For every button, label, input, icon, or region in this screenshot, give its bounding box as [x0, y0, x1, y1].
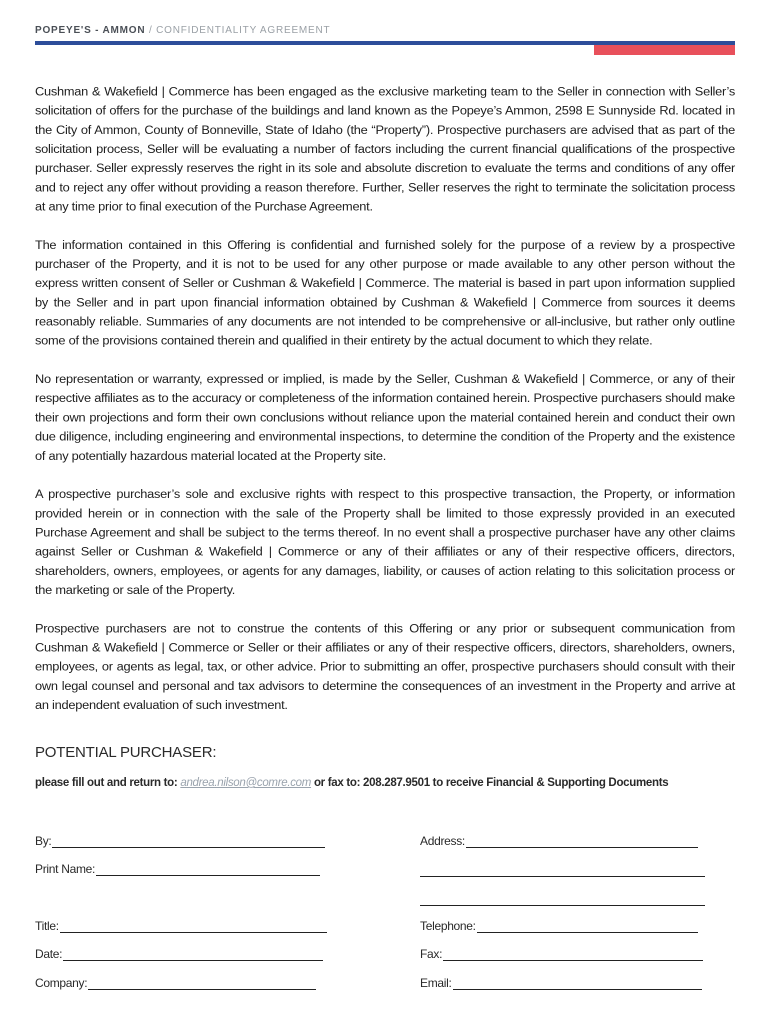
telephone-input-line[interactable]: [477, 920, 698, 933]
return-instructions: [35, 777, 668, 789]
address-input-line[interactable]: [466, 835, 698, 848]
telephone-field[interactable]: [420, 919, 698, 933]
document-header: [35, 25, 330, 36]
by-input-line[interactable]: [52, 835, 325, 848]
header-rule-red: [594, 45, 735, 55]
telephone-label: Telephone:: [420, 919, 476, 933]
agreement-body: [35, 82, 735, 734]
paragraph-4: A prospective purchaser’s sole and exclusive rights with respect to this prospective transaction, the Property, or information provided herein or in connection with the sale of the Property shall be limited to those expressly provided in an executed Purchase Agreement and shall be subject to the terms thereof. In no event shall a prospective purchaser have any other claims against Seller or Cushman & Wakefield | Commerce or any of their affiliates or any of their respective officers, directors, shareholders, owners, employees, or agents for any damages, liability, or causes of action relating to this solicitation process or the marketing or sale of the Property.: [35, 486, 735, 597]
paragraph-1: Cushman & Wakefield | Commerce has been engaged as the exclusive marketing team to the Seller in connection with Seller’s solicitation of offers for the purchase of the buildings and land known as the Popeye’s Ammon, 2598 E Sunnyside Rd. located in the City of Ammon, County of Bonneville, State of Idaho (the “Property”). Prospective purchasers are advised that as part of the solicitation process, Seller will be evaluating a number of factors including the current financial qualifications of the prospective purchaser. Seller expressly reserves the right in its sole and absolute discretion to evaluate the terms and conditions of any offer and to reject any offer without providing a reason therefore. Further, Seller reserves the right to terminate the solicitation process at any time prior to final execution of the Purchase Agreement.: [35, 83, 735, 214]
title-input-line[interactable]: [60, 920, 327, 933]
header-subtitle: CONFIDENTIALITY AGREEMENT: [156, 25, 331, 36]
potential-purchaser-heading: POTENTIAL PURCHASER:: [35, 744, 217, 761]
fax-field[interactable]: [420, 947, 703, 961]
email-input-line[interactable]: [453, 977, 702, 990]
title-label: Title:: [35, 919, 59, 933]
address-line-2[interactable]: [420, 876, 705, 877]
print-name-input-line[interactable]: [96, 863, 320, 876]
date-label: Date:: [35, 947, 63, 961]
paragraph-3: No representation or warranty, expressed or implied, is made by the Seller, Cushman & Wakefield | Commerce, or any of their respective affiliates as to the accuracy or completeness of the information contained herein. Prospective purchasers should make their own projections and form their own conclusions without reliance upon the material contained herein and conduct their own due diligence, including engineering and environmental inspections, to determine the condition of the Property and the existence of any potentially hazardous material located at the Property site.: [35, 371, 735, 463]
paragraph-2: The information contained in this Offering is confidential and furnished solely for the purpose of a review by a prospective purchaser of the Property, and it is not to be used for any other purpose or made available to any other person without the express written consent of Seller or Cushman & Wakefield | Commerce. The material is based in part upon information supplied by the Seller and in part upon financial information obtained by Cushman & Wakefield | Commerce from sources it deems reasonably reliable. Summaries of any documents are not intended to be comprehensive or all-inclusive, but rather only outline some of the provisions contained therein and qualified in their entirety by the actual document to which they relate.: [35, 237, 735, 348]
title-field[interactable]: [35, 919, 327, 933]
paragraph-5: Prospective purchasers are not to construe the contents of this Offering or any prior or subsequent communication from Cushman & Wakefield | Commerce or Seller or their affiliates or any of their respective officers, directors, shareholders, owners, employees, or agents as legal, tax, or other advice. Prior to submitting an offer, prospective purchasers should consult with their own legal counsel and personal and tax advisors to determine the consequences of an investment in the Property and arrive at an independent evaluation of such investment.: [35, 620, 735, 712]
print-name-label: Print Name:: [35, 862, 96, 876]
email-link[interactable]: andrea.nilson@comre.com: [180, 777, 312, 789]
email-field[interactable]: [420, 976, 702, 990]
header-separator: /: [148, 25, 153, 36]
by-label: By:: [35, 834, 52, 848]
instruction-prefix: please fill out and return to:: [35, 777, 178, 789]
address-label: Address:: [420, 834, 465, 848]
header-brand: POPEYE'S - AMMON: [35, 25, 146, 36]
company-field[interactable]: [35, 976, 316, 990]
fax-label: Fax:: [420, 947, 443, 961]
fax-input-line[interactable]: [443, 948, 703, 961]
print-name-field[interactable]: [35, 862, 320, 876]
email-label: Email:: [420, 976, 452, 990]
by-field[interactable]: [35, 834, 325, 848]
date-field[interactable]: [35, 947, 323, 961]
address-line-3[interactable]: [420, 905, 705, 906]
instruction-suffix: or fax to: 208.287.9501 to receive Financial & Supporting Documents: [313, 777, 669, 789]
company-label: Company:: [35, 976, 88, 990]
address-field[interactable]: [420, 834, 698, 848]
date-input-line[interactable]: [63, 948, 323, 961]
company-input-line[interactable]: [88, 977, 316, 990]
